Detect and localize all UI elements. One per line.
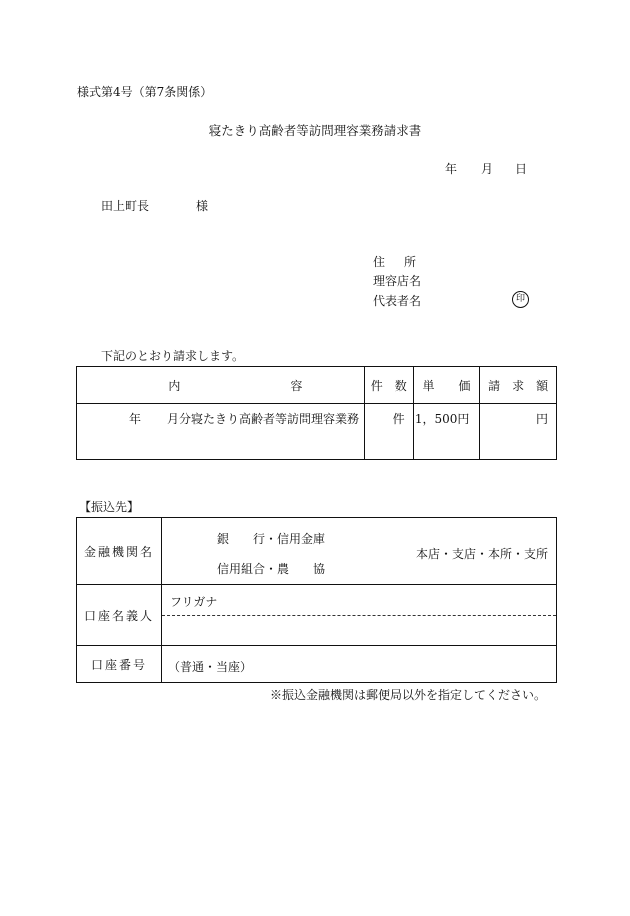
furigana-divider xyxy=(162,615,556,616)
account-number-cell xyxy=(162,646,557,683)
holder-label: 口座名義人 xyxy=(77,585,162,646)
invoice-table xyxy=(76,366,557,460)
header-content xyxy=(77,367,365,404)
footnote: ※振込金融機関は郵便局以外を指定してください。 xyxy=(269,688,546,702)
header-count: 件 数 xyxy=(364,367,413,404)
date-year-label: 年 xyxy=(445,162,458,176)
date-day-label: 日 xyxy=(515,162,528,176)
invoice-count-cell xyxy=(364,404,413,460)
invoice-row xyxy=(77,404,557,460)
invoice-header-row xyxy=(77,367,557,404)
document-title: 寝たきり高齢者等訪問理容業務請求書 xyxy=(208,123,422,138)
institution-row xyxy=(77,518,557,585)
header-content-right: 容 xyxy=(290,378,303,393)
date-month-label: 月 xyxy=(481,162,494,176)
holder-cell xyxy=(162,585,557,646)
institution-cell xyxy=(162,518,557,585)
seal-mark: 印 xyxy=(512,291,529,308)
account-type: （普通・当座） xyxy=(168,660,253,674)
bank-table xyxy=(76,517,557,683)
shop-name-label: 理容店名 xyxy=(373,274,422,288)
header-amount: 請 求 額 xyxy=(480,367,557,404)
count-unit: 件 xyxy=(392,412,405,426)
institution-label: 金融機関名 xyxy=(77,518,162,585)
institution-type-line2: 信用組合・農 協 xyxy=(217,562,326,576)
address-label: 住所 xyxy=(373,255,436,269)
item-year-label: 年 xyxy=(129,412,142,426)
bank-heading: 【振込先】 xyxy=(79,500,140,514)
addressee-honorific: 様 xyxy=(196,199,209,213)
representative-label: 代表者名 xyxy=(373,294,422,308)
addressee-name: 田上町長 xyxy=(101,199,150,213)
form-number: 様式第4号（第7条関係） xyxy=(77,85,213,99)
branch-options: 本店・支店・本所・支所 xyxy=(415,547,548,561)
account-number-label: 口座番号 xyxy=(77,646,162,683)
furigana-label: フリガナ xyxy=(170,595,218,609)
invoice-content-cell xyxy=(77,404,365,460)
unit-price-value: 1，500円 xyxy=(414,412,470,426)
header-unit-price: 単 価 xyxy=(413,367,480,404)
amount-unit: 円 xyxy=(535,412,548,426)
holder-row xyxy=(77,585,557,646)
institution-type-line1: 銀 行・信用金庫 xyxy=(217,532,326,546)
invoice-price-cell xyxy=(413,404,480,460)
account-number-row xyxy=(77,646,557,683)
invoice-amount-cell xyxy=(480,404,557,460)
header-content-left: 内 xyxy=(168,378,181,393)
item-description: 月分寝たきり高齢者等訪問理容業務 xyxy=(167,412,360,426)
request-intro: 下記のとおり請求します。 xyxy=(101,349,245,363)
